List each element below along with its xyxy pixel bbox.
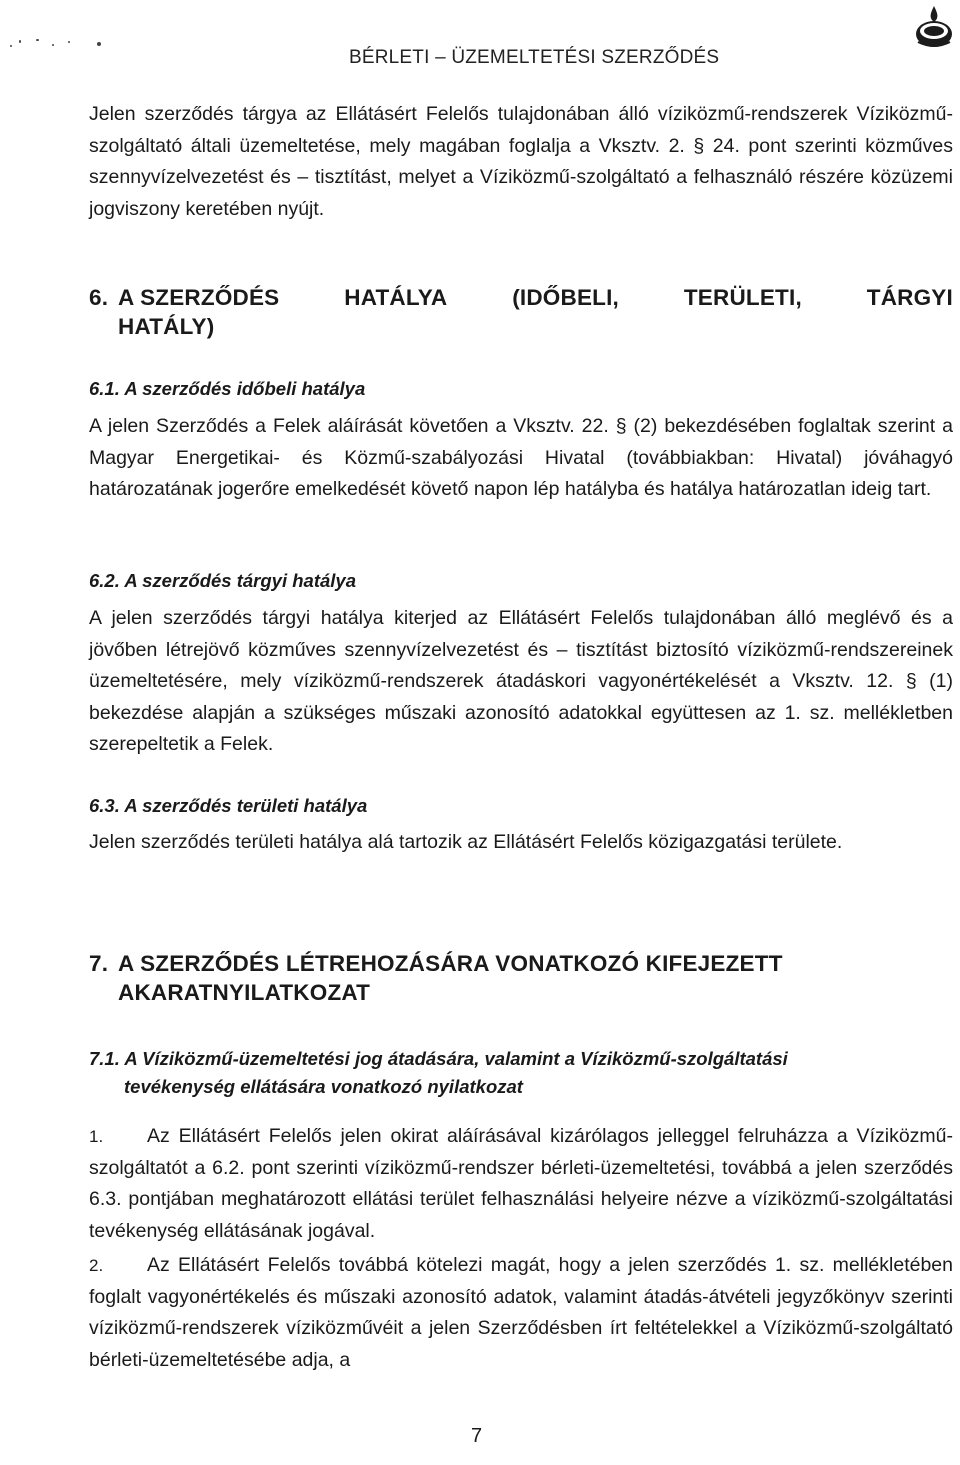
subsection-6-3-heading: [89, 792, 953, 820]
scan-speck: [19, 40, 21, 43]
intro-paragraph: Jelen szerződés tárgya az Ellátásért Felelős tulajdonában álló víziközmű-rendszerek Víziközmű-szolgáltató általi üzemeltetése, mely magában foglalja a Vksztv. 2. § 24. pont szerinti közműves szennyvízelvezetést és – tisztítást, melyet a Víziközmű-szolgáltató a felhasználó részére közüzemi jogviszony keretében nyújt.: [89, 103, 953, 220]
subsection-7-1-heading: [89, 1045, 953, 1101]
subsection-6-1-text: A jelen Szerződés a Felek aláírását követően a Vksztv. 22. § (2) bekezdésében foglaltak szerint a Magyar Energetikai- és Közmű-szabályozási Hivatal (továbbiakban: Hivatal) jóváhagyó határozatának jogerőre emelkedését követő napon lép hatályba és hatálya határozatlan ideig tart.: [89, 415, 953, 500]
list-item: [89, 1121, 953, 1247]
section-number: 7.: [89, 951, 109, 976]
section-7-heading-line1: 7. A SZERZŐDÉS LÉTREHOZÁSÁRA VONATKOZÓ KIFEJEZETT: [89, 951, 783, 976]
subsection-6-2-text: A jelen szerződés tárgyi hatálya kiterjed az Ellátásért Felelős tulajdonában álló meglévő és a jövőben létrejövő közműves szennyvízelvezetést és – tisztítást biztosító víziközmű-rendszereinek üzemeltetésére, mely víziközmű-rendszerek átadáskori vagyonértékelését a Vksztv. 12. § (1) bekezdése alapján a szükséges műszaki azonosító adatokkal együttesen az 1. sz. mellékletben szerepeltetik a Felek.: [89, 607, 953, 755]
page-number: 7: [471, 1425, 483, 1447]
scan-speck: [97, 42, 101, 46]
section-6-heading-part: (IDŐBELI,: [512, 285, 619, 310]
list-item-number: 2.: [89, 1256, 104, 1275]
subsection-number: 6.3.: [89, 795, 120, 816]
company-logo-icon: [904, 4, 956, 52]
section-6-heading-part: TERÜLETI,: [683, 285, 802, 310]
scan-speck: [10, 45, 12, 47]
scan-speck: [36, 39, 39, 41]
subsection-6-1-heading: [89, 375, 953, 403]
section-number: 6.: [89, 285, 109, 310]
section-6-heading-line2: HATÁLY): [118, 314, 215, 339]
scan-speck: [68, 41, 70, 43]
subsection-number: 7.1.: [89, 1048, 120, 1069]
list-item-number: 1.: [89, 1127, 104, 1146]
section-7-heading: [89, 949, 953, 1007]
subsection-7-1-line1: 7.1. A Víziközmű-üzemeltetési jog átadására, valamint a Víziközmű-szolgáltatási: [89, 1048, 788, 1069]
subsection-6-3-text: Jelen szerződés területi hatálya alá tartozik az Ellátásért Felelős közigazgatási területe.: [89, 831, 843, 853]
subsection-6-2-heading: [89, 567, 953, 595]
running-header: BÉRLETI – ÜZEMELTETÉSI SZERZŐDÉS: [349, 47, 720, 68]
section-6-heading: [89, 283, 953, 341]
section-7-heading-line2: AKARATNYILATKOZAT: [118, 980, 371, 1005]
list-item: [89, 1250, 953, 1376]
subsection-7-1-line2: tevékenység ellátására vonatkozó nyilatkozat: [124, 1076, 523, 1097]
subsection-number: 6.2.: [89, 570, 120, 591]
section-6-heading-line1: [89, 283, 953, 312]
section-6-heading-part: HATÁLYA: [344, 285, 448, 310]
section-6-heading-part: 6. A SZERZŐDÉS: [89, 285, 280, 310]
subsection-number: 6.1.: [89, 378, 120, 399]
list-item-text: Az Ellátásért Felelős továbbá kötelezi magát, hogy a jelen szerződés 1. sz. mellékletében foglalt vagyonértékelés és műszaki azonosító adatok, valamint átadás-átvételi jegyzőkönyv szerinti víziközmű-rendszerek víziközművéit a jelen Szerződésben írt feltételekkel a Víziközmű-szolgáltató bérleti-üzemeltetésébe adja, a: [89, 1254, 953, 1371]
subsection-title: A szerződés tárgyi hatálya: [124, 570, 357, 591]
subsection-title: A szerződés területi hatálya: [124, 795, 368, 816]
list-item-text: Az Ellátásért Felelős jelen okirat aláírásával kizárólagos jelleggel felruházza a Víziközmű-szolgáltatót a 6.2. pont szerinti víziközmű-rendszer bérleti-üzemeltetési, továbbá a jelen szerződés 6.3. pontjában meghatározott ellátási terület felhasználási helyeire nézve a víziközmű-szolgáltatási tevékenység ellátásának jogával.: [89, 1125, 953, 1242]
section-6-heading-part: TÁRGYI: [866, 285, 953, 310]
scan-speck: [52, 44, 54, 46]
subsection-title: A szerződés időbeli hatálya: [124, 378, 366, 399]
